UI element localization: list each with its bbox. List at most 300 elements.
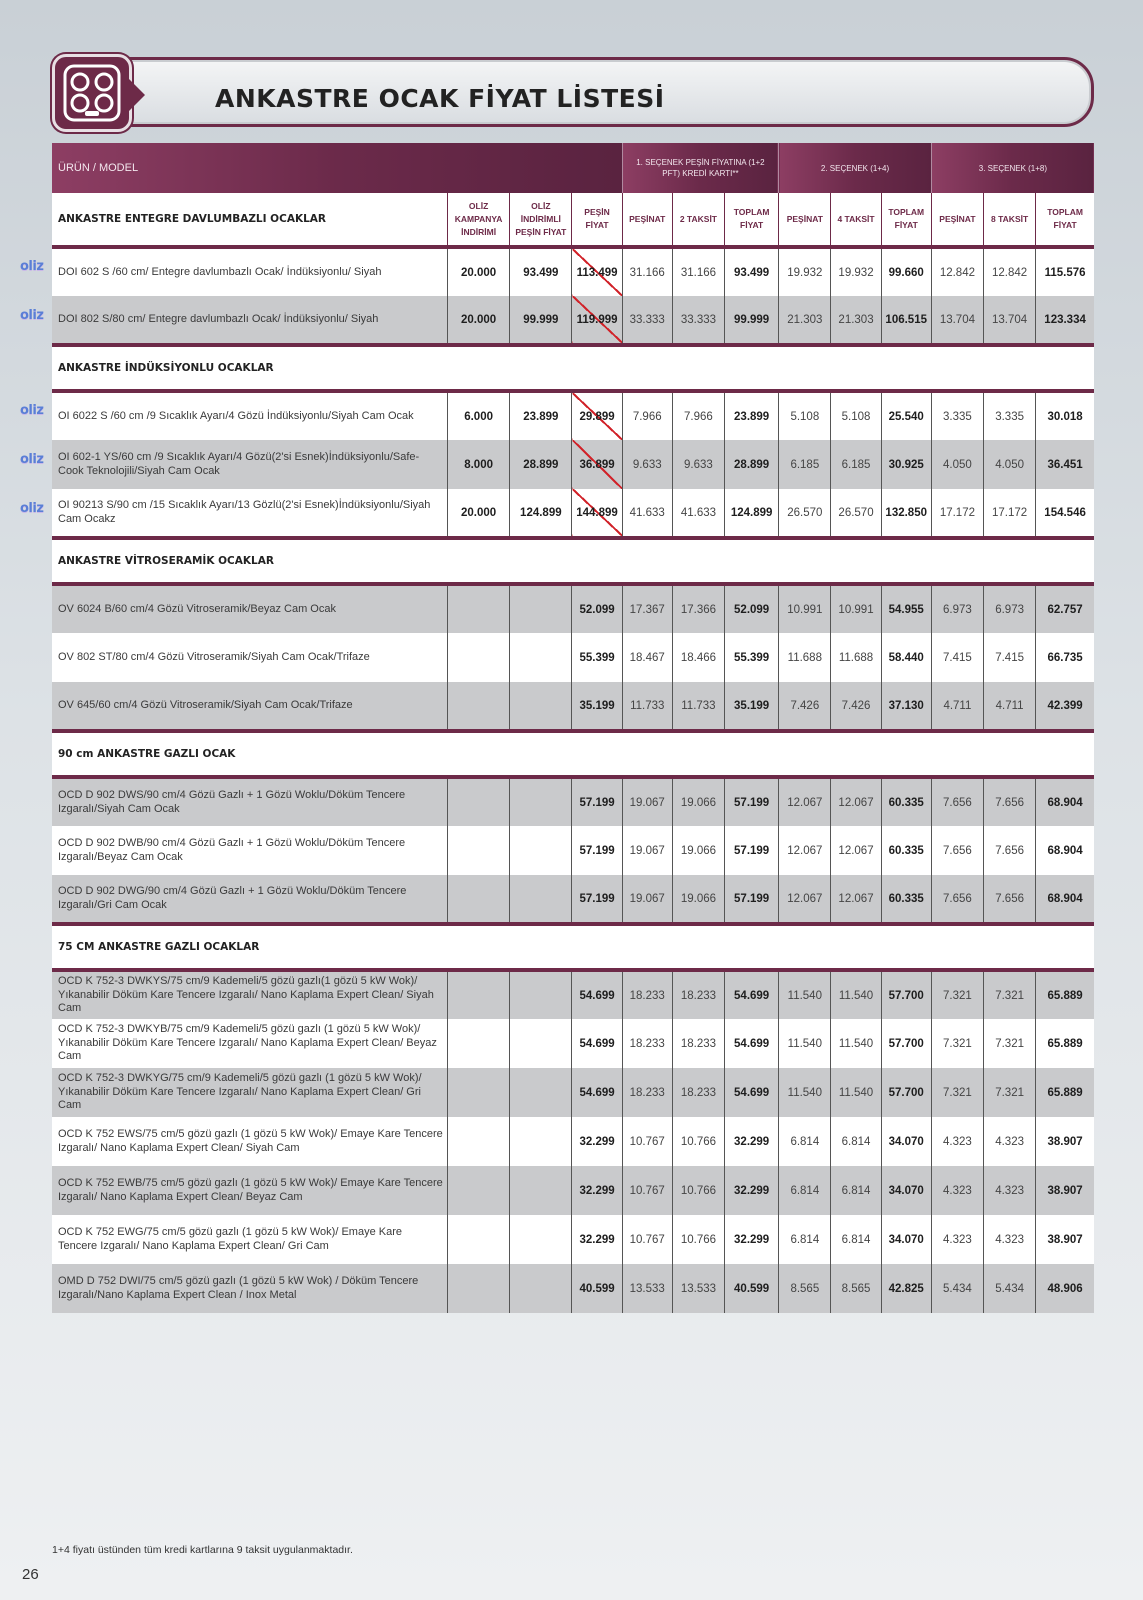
price-cell (622, 1264, 672, 1313)
table-row (52, 440, 1094, 489)
price-value: 93.499 (523, 266, 559, 279)
product-name: OV 645/60 cm/4 Gözü Vitroseramik/Siyah Cam Ocak/Trifaze (58, 698, 353, 711)
price-cell (447, 1019, 509, 1068)
price-cell (984, 1068, 1036, 1117)
price-value: 6.814 (841, 1184, 871, 1197)
price-value: 35.199 (579, 699, 615, 712)
product-name: DOI 602 S /60 cm/ Entegre davlumbazlı Ocak/ İndüksiyonlu/ Siyah (58, 265, 382, 278)
price-cell (779, 633, 831, 682)
price-cell (881, 1166, 931, 1215)
price-value: 6.973 (995, 603, 1024, 616)
price-value: 3.335 (995, 410, 1024, 423)
price-cell (725, 1215, 779, 1264)
price-value: 65.889 (1047, 1037, 1083, 1050)
price-cell (510, 777, 572, 826)
column-header-o1-pesinat: PEŞİNAT (622, 193, 672, 247)
price-cell (622, 296, 672, 345)
price-value: 42.825 (888, 1282, 924, 1295)
price-cell (831, 1019, 881, 1068)
product-name: OCD K 752-3 DWKYG/75 cm/9 Kademeli/5 gözü gazlı (1 gözü 5 kW Wok)/ Yıkanabilir Döküm Kare Tencere Izgaralı/ Nano Kaplama Expert Clean/ Gri Cam (58, 1072, 422, 1112)
price-value: 7.426 (790, 699, 820, 712)
price-value: 26.570 (787, 506, 823, 519)
price-cell (984, 633, 1036, 682)
price-value: 25.540 (888, 410, 924, 423)
footnote: 1+4 fiyatı üstünden tüm kredi kartlarına 9 taksit uygulanmaktadır. (52, 1544, 353, 1556)
price-cell (931, 1019, 983, 1068)
price-value: 57.199 (579, 892, 615, 905)
product-name: OV 802 ST/80 cm/4 Gözü Vitroseramik/Siyah Cam Ocak/Trifaze (58, 650, 370, 663)
page-header (52, 54, 1094, 130)
price-cell (881, 777, 931, 826)
price-value: 10.766 (680, 1184, 717, 1197)
price-value: 19.066 (680, 796, 717, 809)
price-value: 19.066 (680, 844, 717, 857)
price-value: 55.399 (579, 651, 615, 664)
oliz-brand-logo: oliz (20, 403, 44, 418)
price-cell (672, 1019, 724, 1068)
price-value: 18.233 (629, 1086, 665, 1099)
price-value: 123.334 (1044, 313, 1086, 326)
price-cell (831, 391, 881, 440)
price-value: 19.932 (838, 266, 874, 279)
price-cell (725, 489, 779, 538)
price-value: 60.335 (888, 892, 924, 905)
price-value: 32.299 (579, 1233, 615, 1246)
price-value: 144.899 (576, 506, 618, 519)
price-cell (572, 1215, 622, 1264)
price-value: 7.321 (995, 1086, 1024, 1099)
price-cell (881, 1264, 931, 1313)
price-cell (572, 1019, 622, 1068)
price-cell (831, 875, 881, 924)
price-value: 21.303 (838, 313, 874, 326)
price-cell (779, 584, 831, 633)
price-cell (1036, 875, 1094, 924)
price-value: 12.842 (939, 266, 975, 279)
price-cell (447, 584, 509, 633)
price-value: 19.067 (629, 796, 665, 809)
price-value: 17.366 (680, 603, 717, 616)
table-row (52, 1215, 1094, 1264)
price-value: 7.321 (943, 989, 972, 1002)
price-value: 119.999 (576, 313, 618, 326)
price-value: 12.067 (838, 844, 874, 857)
price-cell (984, 875, 1036, 924)
price-value: 17.367 (629, 603, 665, 616)
cooktop-icon (52, 54, 132, 132)
product-description (52, 440, 447, 489)
price-value: 30.018 (1047, 410, 1083, 423)
price-value: 10.767 (629, 1233, 665, 1246)
price-cell (779, 1068, 831, 1117)
product-name: OCD D 902 DWS/90 cm/4 Gözü Gazlı + 1 Gözü Woklu/Döküm Tencere Izgaralı/Siyah Cam Ocak (58, 789, 406, 815)
price-cell (725, 777, 779, 826)
price-value: 65.889 (1047, 1086, 1083, 1099)
product-description (52, 1215, 447, 1264)
price-cell (831, 584, 881, 633)
price-value: 38.907 (1047, 1233, 1083, 1246)
header-bar (92, 57, 1094, 127)
price-cell (447, 1166, 509, 1215)
price-cell (622, 247, 672, 296)
price-cell (779, 682, 831, 731)
price-cell (672, 633, 724, 682)
price-value: 6.814 (790, 1135, 820, 1148)
section-title: ANKASTRE İNDÜKSİYONLU OCAKLAR (52, 345, 1094, 391)
table-row (52, 875, 1094, 924)
price-value: 19.067 (629, 844, 665, 857)
price-value: 6.000 (464, 410, 493, 423)
product-description (52, 777, 447, 826)
price-cell (725, 1264, 779, 1313)
column-header-kampanya: OLİZ KAMPANYA İNDİRİMİ (447, 193, 509, 247)
column-header-indirimli: OLİZ İNDİRİMLİ PEŞİN FİYAT (510, 193, 572, 247)
price-value: 11.540 (838, 1086, 874, 1099)
product-description (52, 247, 447, 296)
price-value: 99.999 (523, 313, 559, 326)
table-row (52, 391, 1094, 440)
price-value: 7.321 (995, 989, 1024, 1002)
price-value: 29.899 (579, 410, 615, 423)
price-cell (447, 1215, 509, 1264)
column-header-o3-toplam: TOPLAM FİYAT (1036, 193, 1094, 247)
price-value: 23.899 (734, 410, 770, 423)
price-cell (779, 777, 831, 826)
price-cell (510, 682, 572, 731)
price-value: 7.656 (995, 796, 1024, 809)
price-cell (447, 489, 509, 538)
price-value: 11.540 (838, 1037, 874, 1050)
price-cell (1036, 826, 1094, 875)
price-value: 6.814 (841, 1135, 871, 1148)
price-cell (984, 826, 1036, 875)
price-cell (984, 391, 1036, 440)
price-cell (572, 633, 622, 682)
price-cell (672, 1215, 724, 1264)
price-cell (572, 970, 622, 1019)
table-top-header (52, 143, 1094, 193)
price-cell (881, 391, 931, 440)
product-description (52, 489, 447, 538)
price-value: 115.576 (1044, 266, 1086, 279)
column-header-o1-taksit: 2 TAKSİT (672, 193, 724, 247)
price-cell (1036, 1215, 1094, 1264)
price-cell (510, 584, 572, 633)
price-cell (881, 247, 931, 296)
price-cell (672, 970, 724, 1019)
price-cell (881, 682, 931, 731)
price-cell (572, 296, 622, 345)
price-value: 34.070 (888, 1184, 924, 1197)
table-row (52, 633, 1094, 682)
price-value: 18.233 (680, 1086, 717, 1099)
price-value: 7.321 (943, 1037, 972, 1050)
price-cell (510, 970, 572, 1019)
price-cell (572, 777, 622, 826)
price-cell (672, 296, 724, 345)
section-title-row (52, 924, 1094, 970)
price-value: 11.733 (681, 699, 716, 712)
price-value: 11.540 (838, 989, 874, 1002)
price-cell (779, 1117, 831, 1166)
price-value: 33.333 (680, 313, 717, 326)
price-value: 7.656 (995, 844, 1024, 857)
price-value: 54.699 (579, 1037, 615, 1050)
price-value: 4.323 (995, 1184, 1024, 1197)
model-column-header: ÜRÜN / MODEL (52, 143, 622, 193)
price-value: 54.699 (734, 1086, 770, 1099)
product-name: OCD D 902 DWB/90 cm/4 Gözü Gazlı + 1 Gözü Woklu/Döküm Tencere Izgaralı/Beyaz Cam Ocak (58, 837, 406, 863)
price-value: 8.565 (790, 1282, 820, 1295)
price-cell (831, 489, 881, 538)
price-cell (622, 440, 672, 489)
price-value: 99.999 (734, 313, 770, 326)
section-title: 90 cm ANKASTRE GAZLI OCAK (52, 731, 1094, 777)
price-value: 8.000 (464, 458, 493, 471)
table-row (52, 296, 1094, 345)
price-cell (572, 826, 622, 875)
price-cell (1036, 633, 1094, 682)
table-row (52, 777, 1094, 826)
price-cell (672, 391, 724, 440)
price-value: 18.233 (629, 989, 665, 1002)
column-header-pesin-fiyat: PEŞİN FİYAT (572, 193, 622, 247)
price-cell (931, 584, 983, 633)
price-value: 32.299 (734, 1135, 770, 1148)
product-description (52, 1068, 447, 1117)
price-cell (572, 584, 622, 633)
price-value: 31.166 (629, 266, 665, 279)
price-value: 8.565 (841, 1282, 871, 1295)
product-description (52, 1166, 447, 1215)
price-cell (779, 1215, 831, 1264)
price-cell (1036, 1019, 1094, 1068)
product-description (52, 682, 447, 731)
price-cell (779, 826, 831, 875)
option3-header: 3. SEÇENEK (1+8) (931, 143, 1094, 193)
product-description (52, 391, 447, 440)
price-cell (831, 247, 881, 296)
price-cell (510, 633, 572, 682)
product-name: OCD K 752 EWS/75 cm/5 gözü gazlı (1 gözü 5 kW Wok)/ Emaye Kare Tencere Izgaralı/ Nano Kaplama Expert Clean/ Siyah Cam (58, 1128, 443, 1154)
price-cell (881, 1068, 931, 1117)
price-cell (622, 633, 672, 682)
price-value: 7.656 (995, 892, 1024, 905)
price-cell (622, 1117, 672, 1166)
product-name: OCD D 902 DWG/90 cm/4 Gözü Gazlı + 1 Gözü Woklu/Döküm Tencere Izgaralı/Gri Cam Ocak (58, 885, 407, 911)
price-value: 10.766 (680, 1135, 717, 1148)
price-value: 19.932 (787, 266, 823, 279)
price-cell (572, 875, 622, 924)
price-cell (984, 1117, 1036, 1166)
column-header-o3-pesinat: PEŞİNAT (931, 193, 983, 247)
column-header-o2-toplam: TOPLAM FİYAT (881, 193, 931, 247)
price-value: 7.966 (684, 410, 713, 423)
product-name: OCD K 752 EWG/75 cm/5 gözü gazlı (1 gözü 5 kW Wok)/ Emaye Kare Tencere Izgaralı/ Nano Kaplama Expert Clean/ Gri Cam (58, 1226, 402, 1252)
price-value: 132.850 (885, 506, 927, 519)
price-cell (672, 584, 724, 633)
price-value: 32.299 (734, 1233, 770, 1246)
price-cell (572, 489, 622, 538)
price-cell (1036, 440, 1094, 489)
price-value: 10.991 (838, 603, 874, 616)
price-value: 65.889 (1047, 989, 1083, 1002)
product-description (52, 1117, 447, 1166)
price-cell (572, 391, 622, 440)
price-cell (931, 1068, 983, 1117)
price-value: 40.599 (734, 1282, 770, 1295)
price-cell (984, 440, 1036, 489)
price-value: 7.415 (995, 651, 1024, 664)
price-cell (725, 1068, 779, 1117)
price-value: 32.299 (734, 1184, 770, 1197)
price-value: 18.233 (629, 1037, 665, 1050)
price-cell (831, 633, 881, 682)
price-value: 68.904 (1047, 844, 1083, 857)
column-header-o2-taksit: 4 TAKSİT (831, 193, 881, 247)
column-header-o2-pesinat: PEŞİNAT (779, 193, 831, 247)
price-cell (622, 584, 672, 633)
price-cell (1036, 1166, 1094, 1215)
price-value: 26.570 (838, 506, 874, 519)
price-cell (881, 584, 931, 633)
table-row (52, 1117, 1094, 1166)
price-cell (447, 970, 509, 1019)
product-description (52, 1019, 447, 1068)
price-value: 68.904 (1047, 892, 1083, 905)
price-cell (725, 584, 779, 633)
price-cell (881, 489, 931, 538)
product-description (52, 826, 447, 875)
price-value: 54.699 (579, 1086, 615, 1099)
product-name: OI 90213 S/90 cm /15 Sıcaklık Ayarı/13 Gözlü(2'si Esnek)İndüksiyonlu/Siyah Cam Ocakz (58, 499, 431, 525)
price-cell (672, 1117, 724, 1166)
price-value: 7.415 (943, 651, 972, 664)
price-cell (447, 247, 509, 296)
price-value: 55.399 (734, 651, 770, 664)
price-value: 33.333 (629, 313, 665, 326)
price-cell (779, 1166, 831, 1215)
page-title: ANKASTRE OCAK FİYAT LİSTESİ (215, 84, 665, 113)
column-header-o1-toplam: TOPLAM FİYAT (725, 193, 779, 247)
price-cell (510, 440, 572, 489)
price-value: 58.440 (888, 651, 924, 664)
price-value: 34.070 (888, 1135, 924, 1148)
price-cell (931, 440, 983, 489)
table-row (52, 489, 1094, 538)
price-cell (831, 777, 881, 826)
price-cell (779, 1264, 831, 1313)
price-value: 20.000 (461, 313, 497, 326)
price-cell (725, 1166, 779, 1215)
price-value: 99.660 (888, 266, 924, 279)
price-cell (984, 1264, 1036, 1313)
price-cell (725, 440, 779, 489)
price-value: 57.199 (734, 796, 770, 809)
price-value: 28.899 (523, 458, 559, 471)
price-value: 28.899 (734, 458, 770, 471)
price-cell (447, 440, 509, 489)
price-value: 31.166 (680, 266, 717, 279)
price-cell (672, 440, 724, 489)
price-cell (622, 970, 672, 1019)
price-cell (672, 1068, 724, 1117)
price-cell (1036, 489, 1094, 538)
table-row (52, 826, 1094, 875)
price-cell (831, 826, 881, 875)
price-value: 13.704 (992, 313, 1028, 326)
price-value: 12.067 (838, 796, 874, 809)
price-cell (931, 489, 983, 538)
price-cell (447, 633, 509, 682)
price-value: 12.067 (787, 844, 823, 857)
product-description (52, 296, 447, 345)
option2-header: 2. SEÇENEK (1+4) (779, 143, 932, 193)
price-cell (779, 489, 831, 538)
price-cell (931, 682, 983, 731)
price-value: 41.633 (680, 506, 717, 519)
price-cell (447, 682, 509, 731)
price-value: 20.000 (461, 506, 497, 519)
price-value: 124.899 (520, 506, 562, 519)
table-row (52, 682, 1094, 731)
price-value: 3.335 (943, 410, 972, 423)
price-value: 13.533 (629, 1282, 665, 1295)
table-row (52, 970, 1094, 1019)
price-value: 113.499 (576, 266, 618, 279)
product-description (52, 584, 447, 633)
price-cell (510, 875, 572, 924)
column-header-o3-taksit: 8 TAKSİT (984, 193, 1036, 247)
price-cell (447, 391, 509, 440)
price-value: 23.899 (523, 410, 559, 423)
product-description (52, 633, 447, 682)
price-value: 37.130 (888, 699, 924, 712)
price-cell (881, 296, 931, 345)
table-row (52, 1068, 1094, 1117)
price-cell (1036, 682, 1094, 731)
price-cell (510, 1117, 572, 1166)
price-cell (672, 826, 724, 875)
price-cell (1036, 584, 1094, 633)
price-cell (831, 296, 881, 345)
price-cell (672, 682, 724, 731)
price-cell (572, 682, 622, 731)
price-cell (831, 440, 881, 489)
price-value: 5.434 (943, 1282, 972, 1295)
price-cell (831, 1117, 881, 1166)
price-cell (572, 1068, 622, 1117)
price-cell (984, 1166, 1036, 1215)
price-cell (725, 1019, 779, 1068)
price-value: 6.185 (790, 458, 820, 471)
price-cell (572, 440, 622, 489)
oliz-brand-logo: oliz (20, 259, 44, 274)
price-table (52, 143, 1094, 1313)
price-cell (881, 1117, 931, 1166)
price-value: 60.335 (888, 796, 924, 809)
product-description (52, 1264, 447, 1313)
product-description (52, 970, 447, 1019)
price-cell (1036, 1117, 1094, 1166)
price-cell (622, 1019, 672, 1068)
price-value: 52.099 (734, 603, 770, 616)
price-cell (984, 1215, 1036, 1264)
price-value: 6.185 (841, 458, 871, 471)
price-value: 11.540 (787, 1037, 822, 1050)
table-row (52, 247, 1094, 296)
price-cell (447, 1264, 509, 1313)
